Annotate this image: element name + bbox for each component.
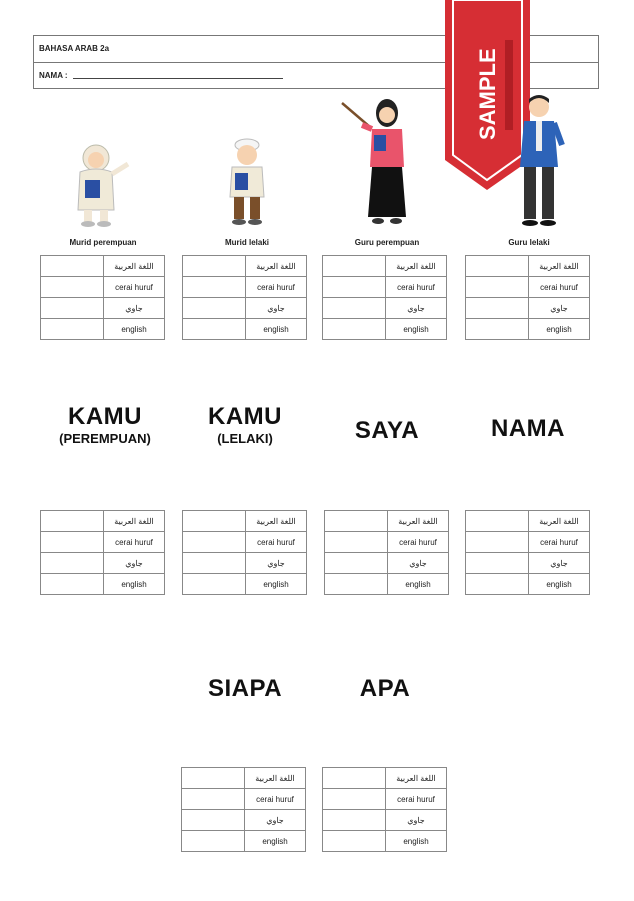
teacher-woman-figure <box>340 95 415 227</box>
answer-cell[interactable] <box>183 319 246 340</box>
answer-cell[interactable] <box>466 553 529 574</box>
answer-cell[interactable] <box>183 277 246 298</box>
answer-cell[interactable] <box>466 256 529 277</box>
answer-cell[interactable] <box>183 532 246 553</box>
answer-cell[interactable] <box>182 789 245 810</box>
label-english: english <box>104 319 165 340</box>
label-arabic: اللغة العربية <box>104 256 165 277</box>
label-jawi: جاوي <box>104 553 165 574</box>
label-english: english <box>386 319 447 340</box>
label-arabic: اللغة العربية <box>388 511 449 532</box>
word-apa <box>310 675 460 703</box>
teacher-man-figure <box>512 95 572 230</box>
label-cerai-huruf: cerai huruf <box>386 789 447 810</box>
label-jawi: جاوي <box>246 553 307 574</box>
label-cerai-huruf: cerai huruf <box>104 277 165 298</box>
answer-cell[interactable] <box>325 553 388 574</box>
answer-cell[interactable] <box>323 277 386 298</box>
label-jawi: جاوي <box>386 298 447 319</box>
word-saya <box>312 417 462 445</box>
label-english: english <box>529 574 590 595</box>
label-cerai-huruf: cerai huruf <box>386 277 447 298</box>
answer-cell[interactable] <box>323 810 386 831</box>
name-label: NAMA : <box>39 71 68 80</box>
label-jawi: جاوي <box>245 810 306 831</box>
label-arabic: اللغة العربية <box>529 256 590 277</box>
answer-cell[interactable] <box>182 831 245 852</box>
word-kamu-perempuan <box>30 403 180 446</box>
label-arabic: اللغة العربية <box>529 511 590 532</box>
word-nama <box>453 415 603 443</box>
label-english: english <box>529 319 590 340</box>
answer-cell[interactable] <box>323 298 386 319</box>
answer-table <box>40 255 165 340</box>
label-arabic: اللغة العربية <box>245 768 306 789</box>
answer-table <box>40 510 165 595</box>
label-jawi: جاوي <box>529 553 590 574</box>
label-cerai-huruf: cerai huruf <box>529 532 590 553</box>
answer-cell[interactable] <box>323 789 386 810</box>
answer-table <box>322 767 447 852</box>
caption-guru-lelaki: Guru lelaki <box>508 238 550 247</box>
answer-cell[interactable] <box>183 553 246 574</box>
answer-table <box>324 510 449 595</box>
answer-table <box>322 255 447 340</box>
subject-label: BAHASA ARAB 2a <box>39 44 110 53</box>
answer-cell[interactable] <box>182 810 245 831</box>
word-main: KAMU <box>208 403 282 430</box>
label-english: english <box>388 574 449 595</box>
answer-cell[interactable] <box>323 256 386 277</box>
label-arabic: اللغة العربية <box>246 511 307 532</box>
caption-murid-lelaki: Murid lelaki <box>224 238 269 247</box>
label-cerai-huruf: cerai huruf <box>246 277 307 298</box>
answer-cell[interactable] <box>41 277 104 298</box>
answer-cell[interactable] <box>183 574 246 595</box>
label-english: english <box>245 831 306 852</box>
label-cerai-huruf: cerai huruf <box>388 532 449 553</box>
answer-cell[interactable] <box>466 298 529 319</box>
answer-cell[interactable] <box>466 277 529 298</box>
answer-cell[interactable] <box>466 532 529 553</box>
answer-cell[interactable] <box>325 532 388 553</box>
answer-table <box>182 255 307 340</box>
label-jawi: جاوي <box>529 298 590 319</box>
answer-cell[interactable] <box>183 298 246 319</box>
caption-guru-perempuan: Guru perempuan <box>354 238 420 247</box>
label-jawi: جاوي <box>104 298 165 319</box>
label-arabic: اللغة العربية <box>104 511 165 532</box>
answer-cell[interactable] <box>183 511 246 532</box>
label-cerai-huruf: cerai huruf <box>104 532 165 553</box>
label-cerai-huruf: cerai huruf <box>246 532 307 553</box>
label-english: english <box>246 319 307 340</box>
answer-table <box>465 510 590 595</box>
label-arabic: اللغة العربية <box>246 256 307 277</box>
label-arabic: اللغة العربية <box>386 768 447 789</box>
label-english: english <box>386 831 447 852</box>
label-jawi: جاوي <box>386 810 447 831</box>
answer-cell[interactable] <box>466 319 529 340</box>
label-cerai-huruf: cerai huruf <box>245 789 306 810</box>
answer-cell[interactable] <box>41 574 104 595</box>
answer-cell[interactable] <box>323 768 386 789</box>
answer-cell[interactable] <box>41 256 104 277</box>
word-sub: (PEREMPUAN) <box>59 431 151 446</box>
sample-text: SAMPLE <box>475 48 500 140</box>
word-main: KAMU <box>68 403 142 430</box>
answer-cell[interactable] <box>41 319 104 340</box>
word-main: NAMA <box>491 415 565 442</box>
answer-cell[interactable] <box>323 319 386 340</box>
label-jawi: جاوي <box>388 553 449 574</box>
student-girl-figure <box>70 140 135 228</box>
answer-table <box>181 767 306 852</box>
word-main: SIAPA <box>207 675 283 702</box>
word-siapa <box>170 675 320 703</box>
word-main: SAYA <box>354 417 420 444</box>
answer-cell[interactable] <box>41 511 104 532</box>
answer-cell[interactable] <box>41 553 104 574</box>
answer-cell[interactable] <box>466 574 529 595</box>
answer-table <box>465 255 590 340</box>
answer-cell[interactable] <box>325 511 388 532</box>
answer-cell[interactable] <box>325 574 388 595</box>
word-kamu-lelaki <box>170 403 320 446</box>
label-jawi: جاوي <box>246 298 307 319</box>
student-boy-figure <box>220 135 275 227</box>
answer-cell[interactable] <box>466 511 529 532</box>
word-main: APA <box>359 675 411 702</box>
answer-table <box>182 510 307 595</box>
label-english: english <box>246 574 307 595</box>
answer-cell[interactable] <box>182 768 245 789</box>
name-blank-line[interactable] <box>73 72 283 79</box>
answer-cell[interactable] <box>323 831 386 852</box>
word-sub: (LELAKI) <box>217 431 273 446</box>
label-cerai-huruf: cerai huruf <box>529 277 590 298</box>
caption-murid-perempuan: Murid perempuan <box>69 238 137 247</box>
label-arabic: اللغة العربية <box>386 256 447 277</box>
answer-cell[interactable] <box>41 298 104 319</box>
label-english: english <box>104 574 165 595</box>
answer-cell[interactable] <box>183 256 246 277</box>
answer-cell[interactable] <box>41 532 104 553</box>
